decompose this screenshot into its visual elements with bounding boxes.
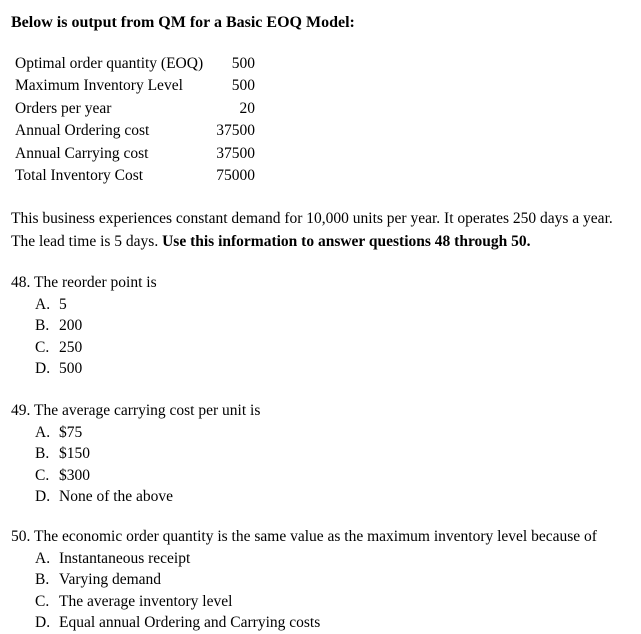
option-text: $150 xyxy=(59,445,90,462)
option-text: 5 xyxy=(59,295,67,313)
qm-value: 500 xyxy=(231,55,255,72)
option-letter: B. xyxy=(35,445,50,462)
option-text: 250 xyxy=(59,338,83,356)
qm-value: 75000 xyxy=(216,166,255,184)
option-text: The average inventory level xyxy=(59,592,233,610)
qm-value: 20 xyxy=(239,99,255,117)
answer-option xyxy=(35,569,597,591)
question-stem: 48. The reorder point is xyxy=(11,274,157,291)
qm-label: Total Inventory Cost xyxy=(15,166,144,184)
option-letter: B. xyxy=(35,571,50,588)
page-heading: Below is output from QM for a Basic EOQ Model: xyxy=(11,14,355,31)
qm-label: Maximum Inventory Level xyxy=(15,77,183,95)
answer-options xyxy=(35,422,260,508)
intro-paragraph xyxy=(11,207,639,253)
option-text: 500 xyxy=(59,360,83,377)
option-text: $300 xyxy=(59,466,90,484)
option-letter: D. xyxy=(35,614,51,631)
qm-label: Annual Ordering cost xyxy=(15,122,150,140)
answer-option xyxy=(35,591,597,613)
qm-label: Annual Carrying cost xyxy=(15,144,149,162)
answer-option xyxy=(35,337,157,359)
qm-label: Optimal order quantity (EOQ) xyxy=(15,55,204,72)
answer-option xyxy=(35,315,157,337)
answer-options xyxy=(35,294,157,380)
option-text: Equal annual Ordering and Carrying costs xyxy=(59,614,321,631)
intro-line-2 xyxy=(11,230,639,253)
qm-row xyxy=(15,53,255,75)
qm-row xyxy=(15,165,255,187)
qm-value: 37500 xyxy=(216,122,255,140)
option-text: 200 xyxy=(59,317,83,334)
question-stem: 49. The average carrying cost per unit is xyxy=(11,402,261,419)
intro-line-1: This business experiences constant demand for 10,000 units per year. It operates 250 days a year. xyxy=(11,210,613,227)
answer-option xyxy=(35,443,260,465)
intro-lead-time: The lead time is 5 days. xyxy=(11,233,163,250)
qm-value: 37500 xyxy=(216,144,255,162)
option-text: $75 xyxy=(59,423,83,441)
option-letter: C. xyxy=(35,466,50,484)
qm-row xyxy=(15,120,255,142)
qm-row xyxy=(15,143,255,165)
option-letter: C. xyxy=(35,592,50,610)
option-letter: A. xyxy=(35,549,51,567)
question-49 xyxy=(11,400,260,508)
option-letter: C. xyxy=(35,338,50,356)
qm-row xyxy=(15,98,255,120)
option-text: Varying demand xyxy=(59,571,162,588)
answer-option xyxy=(35,548,597,570)
option-text: Instantaneous receipt xyxy=(59,549,191,567)
qm-row xyxy=(15,75,255,97)
answer-option xyxy=(35,358,157,380)
option-letter: A. xyxy=(35,423,51,441)
option-letter: D. xyxy=(35,360,51,377)
intro-instruction: Use this information to answer questions 48 through 50. xyxy=(162,233,531,250)
answer-options xyxy=(35,548,597,634)
qm-label: Orders per year xyxy=(15,99,112,117)
answer-option xyxy=(35,422,260,444)
qm-output-table xyxy=(15,53,255,187)
option-letter: A. xyxy=(35,295,51,313)
answer-option xyxy=(35,486,260,508)
question-50 xyxy=(11,526,597,634)
answer-option xyxy=(35,294,157,316)
option-letter: B. xyxy=(35,317,50,334)
answer-option xyxy=(35,465,260,487)
qm-value: 500 xyxy=(231,77,255,95)
option-letter: D. xyxy=(35,488,51,505)
option-text: None of the above xyxy=(59,488,174,505)
answer-option xyxy=(35,612,597,634)
question-48 xyxy=(11,272,157,380)
question-stem: 50. The economic order quantity is the same value as the maximum inventory level because of xyxy=(11,528,597,545)
